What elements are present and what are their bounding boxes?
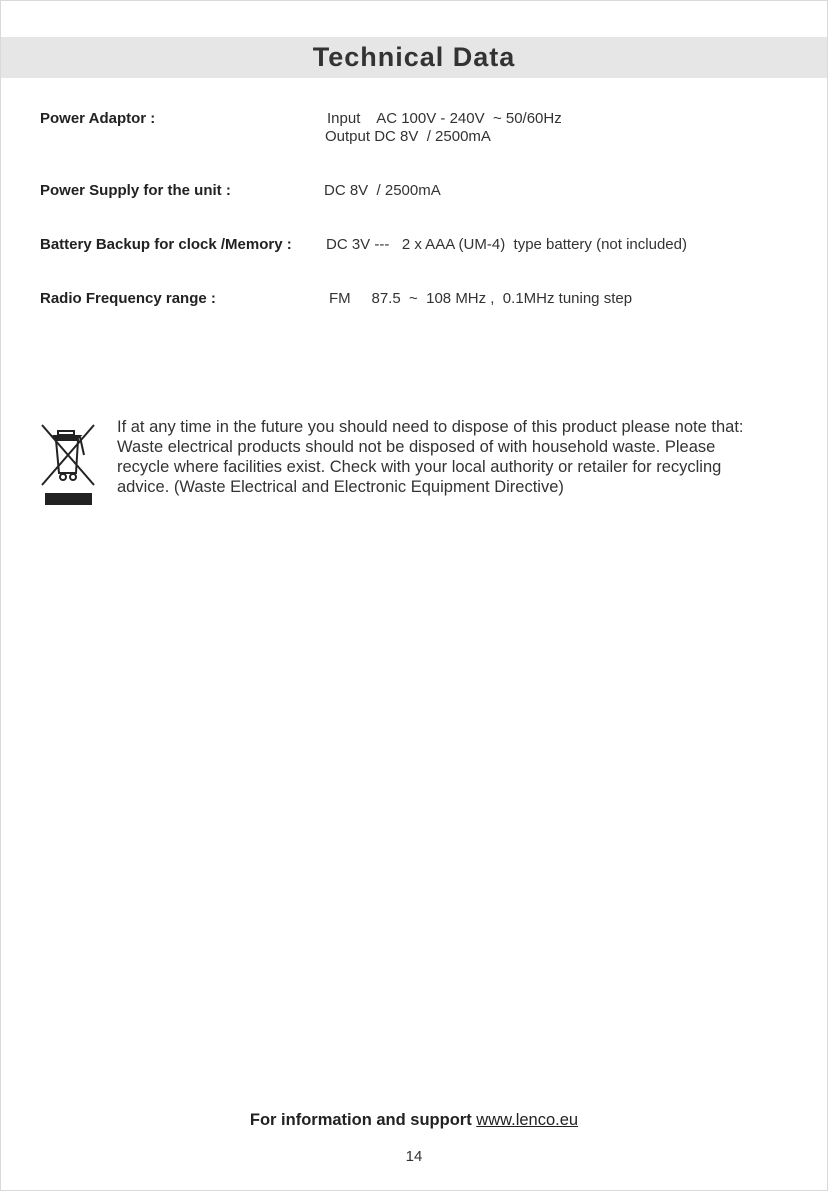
spec-value-power-supply: DC 8V / 2500mA <box>324 182 441 199</box>
spec-label-battery-backup: Battery Backup for clock /Memory : <box>40 236 292 253</box>
spec-value-battery-backup: DC 3V --- 2 x AAA (UM-4) type battery (not included) <box>326 236 687 253</box>
support-website-link[interactable]: www.lenco.eu <box>476 1111 579 1129</box>
spec-label-radio-frequency: Radio Frequency range : <box>40 290 216 307</box>
spec-value-power-adaptor-input: Input AC 100V - 240V ~ 50/60Hz <box>327 110 562 127</box>
spec-value-radio-frequency: FM 87.5 ~ 108 MHz , 0.1MHz tuning step <box>329 290 633 307</box>
spec-label-power-supply: Power Supply for the unit : <box>40 182 231 199</box>
title-bar <box>1 37 827 78</box>
weee-notice-line: If at any time in the future you should need to dispose of this product please note that: <box>117 418 744 436</box>
support-label: For information and support <box>249 1111 472 1129</box>
page-title: Technical Data <box>312 42 516 72</box>
weee-notice-line: Waste electrical products should not be disposed of with household waste. Please <box>117 438 716 456</box>
weee-disposal-notice <box>117 417 782 497</box>
page-number: 14 <box>405 1148 423 1165</box>
weee-notice-line: recycle where facilities exist. Check with your local authority or retailer for recycling <box>117 458 722 476</box>
spec-label-power-adaptor: Power Adaptor : <box>40 110 156 127</box>
weee-notice-line: advice. (Waste Electrical and Electronic Equipment Directive) <box>117 478 564 496</box>
crossed-out-wheelie-bin-icon <box>40 423 97 509</box>
spec-value-power-adaptor-output: Output DC 8V / 2500mA <box>325 128 491 145</box>
support-line <box>0 1111 828 1130</box>
